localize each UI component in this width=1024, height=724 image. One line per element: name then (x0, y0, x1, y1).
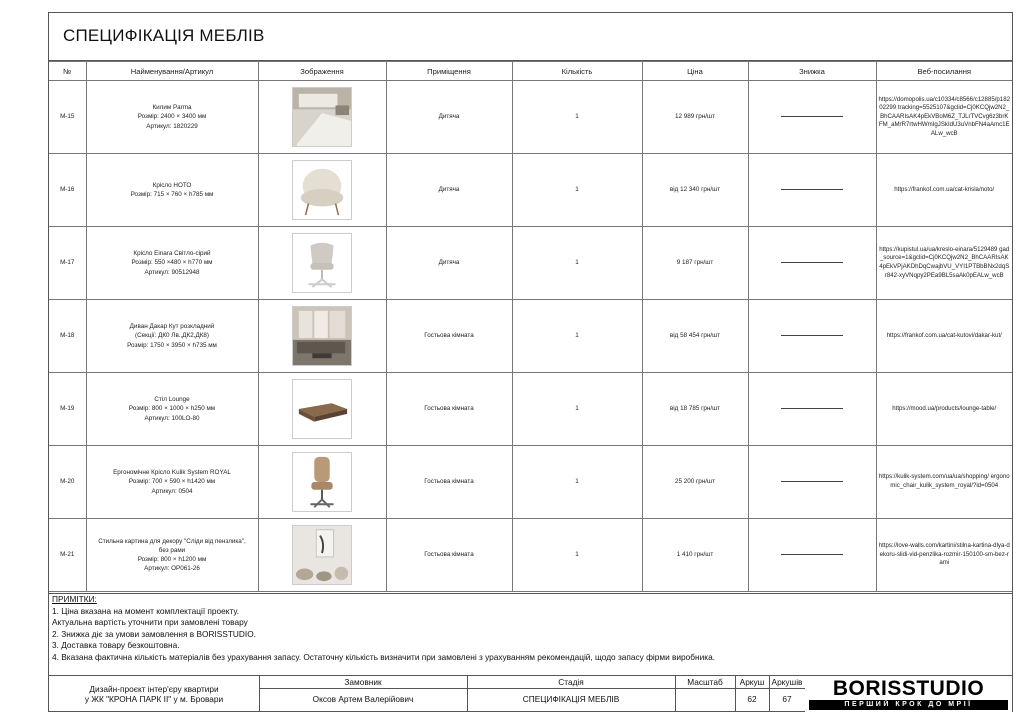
row-num: М-16 (49, 154, 86, 227)
sofa-photo (292, 306, 352, 366)
row-price: від 58 454 грн/шт (642, 300, 748, 373)
item-article: Артикул: 90512948 (144, 268, 200, 276)
row-url[interactable] (876, 373, 1012, 446)
row-discount (748, 519, 876, 592)
table-row (49, 519, 1012, 592)
row-room: Гостьова кімната (386, 519, 512, 592)
row-discount (748, 227, 876, 300)
scale-label: Масштаб (687, 677, 723, 687)
row-name (86, 446, 258, 519)
row-qty: 1 (512, 154, 642, 227)
row-num: М-21 (49, 519, 86, 592)
product-link[interactable]: https://frankof.com.ua/cat-kutovi/dakar-kut/ (886, 331, 1002, 339)
item-size: Розмір: 550 ×480 × h770 мм (131, 259, 213, 267)
row-image (258, 519, 386, 592)
row-qty: 1 (512, 81, 642, 154)
row-name (86, 154, 258, 227)
logo-wordmark: BORISSTUDIO (832, 677, 985, 700)
product-link[interactable]: https://kulik-system.com/ua/ua/shopping/ ergonomic_chair_kulik_system_royal/?id=0504 (878, 473, 1010, 489)
row-qty: 1 (512, 373, 642, 446)
header-url: Веб-посилання (876, 62, 1012, 81)
sheet-number: 62 (747, 694, 757, 704)
table-row (49, 81, 1012, 154)
painting-photo (292, 525, 352, 585)
note-line: Актуальна вартість уточнити при замовлені товару (52, 617, 248, 627)
table-header-row (49, 62, 1012, 81)
notes-block (49, 593, 1012, 675)
row-price: 9 187 грн/шт (642, 227, 748, 300)
row-name (86, 81, 258, 154)
discount-dash (781, 554, 843, 555)
row-qty: 1 (512, 519, 642, 592)
item-article: Артикул: 1820229 (146, 122, 198, 130)
row-url[interactable] (876, 446, 1012, 519)
item-size: Розмір: 715 × 760 × h785 мм (130, 191, 214, 198)
product-link[interactable]: https://kupistul.ua/ua/kreslo-einara/5129489 gad_source=1&gclid=Cj0KCQjw2N2_BhCAARIsAK4pEkVPjAKDhDqCwajbVU_VYI1PTBbBNx2dqSr842-xyVNqpy2PEa9BL5saAk0pEALw_wcB (879, 245, 1010, 279)
sheets-total: 67 (782, 694, 792, 704)
discount-dash (781, 189, 843, 190)
note-line: 1. Ціна вказана на момент комплектації проекту. (52, 605, 240, 616)
row-discount (748, 446, 876, 519)
stage-label: Стадія (558, 677, 584, 687)
row-image (258, 446, 386, 519)
row-discount (748, 154, 876, 227)
discount-dash (781, 116, 843, 117)
item-size: Розмір: 2400 × 3400 мм (137, 113, 207, 121)
row-image (258, 81, 386, 154)
row-room: Гостьова кімната (386, 300, 512, 373)
title-block (49, 13, 1012, 61)
row-name (86, 227, 258, 300)
item-name: Крісло НОТО (152, 181, 192, 189)
armchair-photo (292, 160, 352, 220)
notes-heading: ПРИМІТКИ: (52, 594, 97, 604)
page-title: СПЕЦИФІКАЦІЯ МЕБЛІВ (63, 26, 265, 45)
row-qty: 1 (512, 227, 642, 300)
project-line-2: у ЖК "КРОНА ПАРК ІІ" у м. Бровари (84, 694, 224, 704)
customer-name: Оксов Артем Валерійович (312, 694, 414, 704)
table-row (49, 373, 1012, 446)
row-discount (748, 300, 876, 373)
item-name: Килим Parma (152, 104, 192, 112)
row-num: М-17 (49, 227, 86, 300)
row-discount (748, 81, 876, 154)
spec-sheet (48, 12, 1013, 712)
note-line: 2. Знижка діє за умови замовлення в BORISSTUDIO. (52, 628, 256, 639)
rug-photo (292, 87, 352, 147)
row-image (258, 373, 386, 446)
row-url[interactable] (876, 300, 1012, 373)
item-name: Ергономічне Крісло Kulik System ROYAL (113, 469, 231, 477)
table-row (49, 154, 1012, 227)
item-size: Розмір: 700 × 590 × h1420 мм (128, 478, 216, 486)
item-name: Диван Дакар Кут розкладний (129, 323, 215, 331)
row-num: М-19 (49, 373, 86, 446)
item-size: Розмір: 1750 × 3950 × h735 мм (127, 341, 217, 349)
item-name: Крісло Einara Світло-сірий (133, 250, 211, 258)
table-photo (292, 379, 352, 439)
row-url[interactable] (876, 154, 1012, 227)
header-image: Зображення (258, 62, 386, 81)
stage-value: СПЕЦИФІКАЦІЯ МЕБЛІВ (522, 694, 620, 704)
row-name (86, 373, 258, 446)
table-row (49, 446, 1012, 519)
item-sections: (Секції: ДК0 Лв.,ДК2,ДК8) (134, 332, 210, 340)
row-discount (748, 373, 876, 446)
item-name: Стіл Lounge (154, 396, 190, 404)
gaming-chair-photo (292, 452, 352, 512)
item-size: Розмір: 800 × h1200 мм (137, 556, 207, 563)
row-price: 1 410 грн/шт (642, 519, 748, 592)
spec-table (49, 61, 1012, 592)
row-url[interactable] (876, 227, 1012, 300)
row-image (258, 154, 386, 227)
row-qty: 1 (512, 446, 642, 519)
table-row (49, 227, 1012, 300)
borisstudio-logo (805, 676, 1012, 712)
item-article: Артикул: 0504 (151, 487, 193, 495)
note-line: 3. Доставка товару безкоштовна. (52, 640, 180, 650)
row-num: М-18 (49, 300, 86, 373)
header-price: Ціна (642, 62, 748, 81)
header-num: № (49, 62, 86, 81)
row-price: 12 989 грн/шт (642, 81, 748, 154)
product-link[interactable]: https://mood.ua/products/lounge-table/ (892, 404, 997, 412)
header-room: Приміщення (386, 62, 512, 81)
discount-dash (781, 481, 843, 482)
product-link[interactable]: https://frankof.com.ua/cat-krisla/noto/ (894, 185, 995, 193)
row-room: Гостьова кімната (386, 373, 512, 446)
discount-dash (781, 408, 843, 409)
sheets-label: Аркушів (771, 677, 803, 687)
row-room: Дитяча (386, 227, 512, 300)
item-size: Розмір: 800 × 1000 × h250 мм (128, 405, 216, 413)
logo-slogan: ПЕРШИЙ КРОК ДО МРІЇ (809, 700, 1008, 710)
table-row (49, 300, 1012, 373)
sheet-label: Аркуш (739, 677, 765, 687)
product-link[interactable]: https://domopolis.ua/c10334/c8566/c12885/p18202299 tracking=5525107&gclid=Cj0KCQjw2N2_BhCAARIsAK4pEkVBoM6Z_TJLrTVCvg6z3brKFM_aMrR7rtwHWmIgJSkIdU3uVnbFN4aAmc1EALw_wcB (878, 95, 1010, 137)
project-line-1: Дизайн-проєкт інтер'єру квартири (89, 684, 219, 694)
product-link[interactable]: https://love-walls.com/kartini/stilna-kartina-dlya-dekoru-slidi-vid-penzlika-rozmir-150100-sm-bez-rami (878, 542, 1010, 567)
header-qty: Кількість (512, 62, 642, 81)
discount-dash (781, 262, 843, 263)
customer-label: Замовник (344, 677, 382, 687)
row-name (86, 519, 258, 592)
item-article: Артикул: 100LO-80 (144, 414, 200, 422)
row-qty: 1 (512, 300, 642, 373)
row-image (258, 227, 386, 300)
row-url[interactable] (876, 81, 1012, 154)
header-name: Найменування/Артикул (86, 62, 258, 81)
row-num: М-15 (49, 81, 86, 154)
project-name (49, 684, 259, 704)
row-image (258, 300, 386, 373)
office-chair-photo (292, 233, 352, 293)
row-price: 25 200 грн/шт (642, 446, 748, 519)
row-name (86, 300, 258, 373)
item-article: Артикул: OP061-26 (144, 565, 200, 573)
title-stamp (49, 675, 1012, 711)
item-name: Стильна картина для декору "Сліди від пензлика", (98, 537, 246, 545)
discount-dash (781, 335, 843, 336)
row-price: від 12 340 грн/шт (642, 154, 748, 227)
header-discount: Знижка (748, 62, 876, 81)
row-price: від 18 785 грн/шт (642, 373, 748, 446)
item-frame: без рами (158, 546, 186, 554)
row-room: Дитяча (386, 154, 512, 227)
row-room: Гостьова кімната (386, 446, 512, 519)
row-url[interactable] (876, 519, 1012, 592)
row-room: Дитяча (386, 81, 512, 154)
note-line: 4. Вказана фактична кількість матеріалів без урахування запасу. Остаточну кількість визначити при замовлені з урахуванням рекомендацій, щодо запасу фірми виробника. (52, 651, 715, 662)
row-num: М-20 (49, 446, 86, 519)
